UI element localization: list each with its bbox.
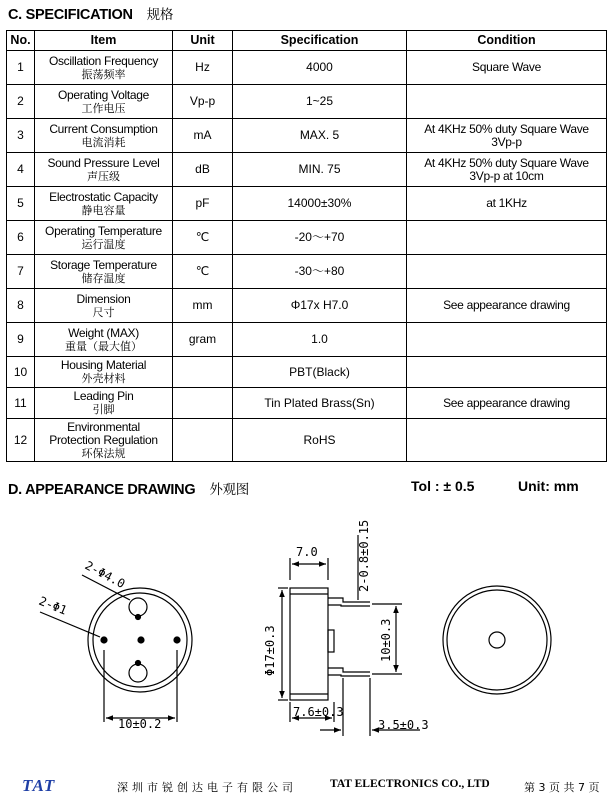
front-hole-bottom (129, 664, 147, 682)
item-cn: 静电容量 (81, 203, 126, 217)
row-cond (407, 289, 607, 323)
label-pin-dia: 2-0.8±0.15 (357, 519, 371, 592)
table-row (7, 289, 607, 323)
row-unit (173, 419, 233, 462)
section-d-title-en: D. APPEARANCE DRAWING (8, 482, 196, 498)
table-row (7, 388, 607, 419)
row-unit: gram (173, 323, 233, 357)
row-item (35, 221, 173, 255)
section-d-title-cn: 外观图 (209, 482, 249, 498)
row-no: 11 (7, 388, 35, 419)
row-spec: RoHS (233, 419, 407, 462)
front-pin-hole-right (174, 637, 180, 643)
cond-line-2: 3Vp-p (491, 134, 522, 149)
row-no: 6 (7, 221, 35, 255)
row-spec: MAX. 5 (233, 119, 407, 153)
row-cond (407, 153, 607, 187)
cond-line-2: 3Vp-p at 10cm (469, 168, 544, 183)
row-unit: ℃ (173, 221, 233, 255)
row-no: 8 (7, 289, 35, 323)
row-cond (407, 419, 607, 462)
row-cond (407, 85, 607, 119)
item-cn: 外壳材料 (81, 372, 126, 385)
row-item (35, 85, 173, 119)
item-en: Oscillation Frequency (48, 53, 159, 68)
row-cond (407, 119, 607, 153)
row-unit: dB (173, 153, 233, 187)
item-cn: 声压级 (87, 169, 120, 183)
label-body-dia: Φ17±0.3 (263, 625, 277, 676)
row-item (35, 357, 173, 388)
row-spec: Φ17x H7.0 (233, 289, 407, 323)
row-cond (407, 221, 607, 255)
row-spec: 4000 (233, 51, 407, 85)
side-pin-top (328, 598, 370, 606)
label-pin-length: 3.5±0.3 (378, 718, 429, 732)
table-row (7, 119, 607, 153)
cond-line-1: At 4KHz 50% duty Square Wave (424, 121, 589, 136)
row-no: 9 (7, 323, 35, 357)
row-no: 3 (7, 119, 35, 153)
table-row (7, 357, 607, 388)
row-cond (407, 255, 607, 289)
row-no: 2 (7, 85, 35, 119)
row-item (35, 51, 173, 85)
row-unit: pF (173, 187, 233, 221)
cond-line-1: See appearance drawing (443, 298, 570, 312)
row-no: 7 (7, 255, 35, 289)
section-c-title (8, 3, 173, 23)
header-unit: Unit (173, 31, 233, 51)
specification-table (6, 30, 607, 462)
label-height: 7.0 (296, 545, 318, 559)
row-spec: -20～+70 (233, 221, 407, 255)
company-logo: TAT (22, 776, 56, 795)
item-en: Operating Voltage (58, 87, 149, 102)
side-center-boss (328, 630, 334, 652)
table-row (7, 323, 607, 357)
item-en: Dimension (76, 291, 131, 306)
item-cn: 环保法规 (81, 446, 126, 460)
row-unit: Hz (173, 51, 233, 85)
row-no: 1 (7, 51, 35, 85)
section-c-title-en: C. SPECIFICATION (8, 7, 133, 23)
row-item (35, 289, 173, 323)
front-hole-top (129, 598, 147, 616)
row-cond (407, 323, 607, 357)
row-spec: Tin Plated Brass(Sn) (233, 388, 407, 419)
item-en: Housing Material (60, 358, 147, 372)
header-cond: Condition (407, 31, 607, 51)
item-cn: 尺寸 (92, 305, 115, 319)
cond-line-1: at 1KHz (486, 196, 527, 210)
footer-company-en: TAT ELECTRONICS CO., LTD (330, 778, 490, 790)
item-en: Sound Pressure Level (47, 155, 160, 170)
item-cn: 重量（最大值） (65, 339, 142, 353)
front-pin-hole-center (138, 637, 144, 643)
table-row (7, 153, 607, 187)
table-row (7, 85, 607, 119)
row-item (35, 323, 173, 357)
row-item (35, 388, 173, 419)
item-en: Electrostatic Capacity (49, 189, 158, 204)
row-cond (407, 51, 607, 85)
item-cn: 振荡频率 (81, 67, 126, 81)
row-spec: 1.0 (233, 323, 407, 357)
row-no: 12 (7, 419, 35, 462)
top-sound-hole (489, 632, 505, 648)
cond-line-1: See appearance drawing (443, 395, 570, 410)
row-unit: mA (173, 119, 233, 153)
row-spec: MIN. 75 (233, 153, 407, 187)
front-view-drawing (40, 575, 192, 722)
row-unit (173, 357, 233, 388)
header-spec: Specification (233, 31, 407, 51)
item-cn: 储存温度 (81, 271, 126, 285)
row-no: 4 (7, 153, 35, 187)
item-cn: 运行温度 (81, 237, 126, 251)
footer-company-cn: 深圳市锐创达电子有限公司 (117, 781, 297, 794)
row-spec: -30～+80 (233, 255, 407, 289)
page-footer (0, 770, 613, 800)
leader-hole-small (40, 612, 100, 637)
row-spec: 14000±30% (233, 187, 407, 221)
table-row (7, 187, 607, 221)
table-header-row (7, 31, 607, 51)
row-item (35, 187, 173, 221)
label-hole-large: 2-Φ4.0 (82, 558, 128, 592)
item-en: Current Consumption (49, 121, 158, 136)
table-row (7, 419, 607, 462)
row-spec: 1~25 (233, 85, 407, 119)
row-cond (407, 357, 607, 388)
unit-label: Unit: mm (518, 478, 579, 494)
label-pin-pitch-side: 10±0.3 (379, 618, 393, 662)
footer-page-number: 第 3 页 共 7 页 (524, 781, 600, 794)
item-en: Operating Temperature (45, 223, 162, 238)
row-cond (407, 187, 607, 221)
header-no: No. (7, 31, 35, 51)
row-item (35, 255, 173, 289)
row-cond (407, 388, 607, 419)
label-hole-small: 2-Φ1 (36, 593, 69, 618)
cond-line-1: At 4KHz 50% duty Square Wave (424, 155, 589, 170)
item-cn: 电流消耗 (81, 135, 126, 149)
row-spec: PBT(Black) (233, 357, 407, 388)
table-row (7, 221, 607, 255)
row-unit: mm (173, 289, 233, 323)
label-base-depth: 7.6±0.3 (293, 705, 344, 719)
section-c-title-cn: 规格 (146, 7, 174, 23)
top-outer-circle (443, 586, 551, 694)
section-d-title (8, 478, 249, 498)
row-item (35, 153, 173, 187)
top-view-drawing (443, 586, 551, 694)
row-item (35, 119, 173, 153)
item-en: Leading Pin (73, 389, 134, 403)
label-pin-pitch-front: 10±0.2 (118, 717, 162, 731)
header-item: Item (35, 31, 173, 51)
row-no: 10 (7, 357, 35, 388)
row-unit (173, 388, 233, 419)
table-row (7, 255, 607, 289)
item-cn: 工作电压 (81, 101, 126, 115)
row-no: 5 (7, 187, 35, 221)
front-pin-hole-left (101, 637, 107, 643)
side-body (290, 588, 328, 700)
side-pin-bottom (328, 668, 370, 676)
item-cn: 引脚 (92, 403, 115, 416)
item-en: Environmental Protection Regulation (49, 419, 158, 447)
tolerance-label: Tol : ± 0.5 (411, 478, 475, 494)
cond-line-1: Square Wave (472, 60, 541, 74)
item-en: Storage Temperature (50, 257, 157, 272)
row-unit: ℃ (173, 255, 233, 289)
item-en: Weight (MAX) (68, 325, 139, 340)
row-unit: Vp-p (173, 85, 233, 119)
appearance-drawings (0, 500, 613, 770)
table-row (7, 51, 607, 85)
row-item (35, 419, 173, 462)
